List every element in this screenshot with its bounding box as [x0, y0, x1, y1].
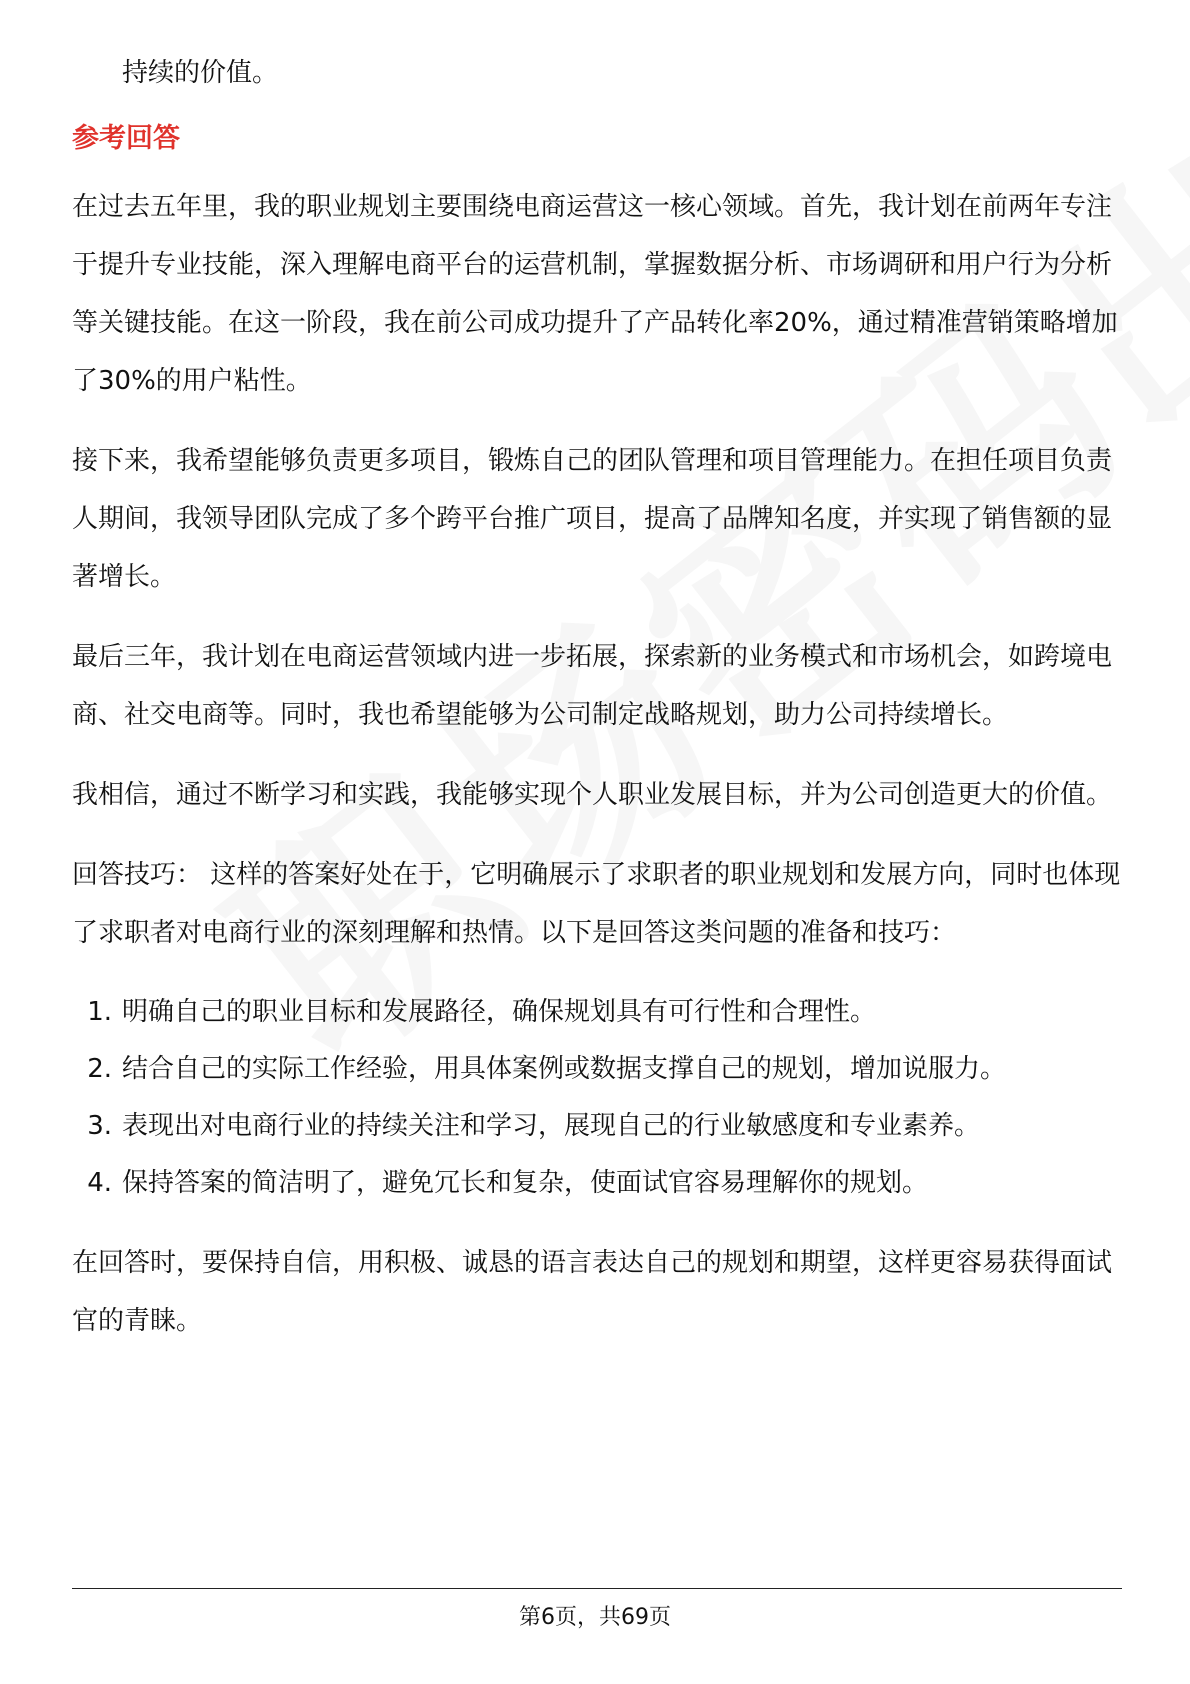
- continued-text: 持续的价值。: [122, 58, 279, 88]
- list-item-number: 2.: [87, 1054, 112, 1084]
- list-item: [72, 984, 1122, 1041]
- answer-paragraph-1: 在过去五年里，我的职业规划主要围绕电商运营这一核心领域。首先，我计划在前两年专注于提升专业技能，深入理解电商平台的运营机制，掌握数据分析、市场调研和用户行为分析等关键技能。在这一阶段，我在前公司成功提升了产品转化率20%，通过精准营销策略增加了30%的用户粘性。: [72, 192, 1118, 396]
- list-item-text: 明确自己的职业目标和发展路径，确保规划具有可行性和合理性。: [122, 997, 877, 1027]
- answer-paragraph-4: 我相信，通过不断学习和实践，我能够实现个人职业发展目标，并为公司创造更大的价值。: [72, 780, 1113, 810]
- list-item: [72, 1155, 1122, 1212]
- page-content: [72, 44, 1122, 1372]
- list-item-number: 3.: [87, 1111, 112, 1141]
- answer-paragraph-2: 接下来，我希望能够负责更多项目，锻炼自己的团队管理和项目管理能力。在担任项目负责人期间，我领导团队完成了多个跨平台推广项目，提高了品牌知名度，并实现了销售额的显著增长。: [72, 446, 1113, 592]
- tips-list: [72, 984, 1122, 1212]
- section-title: 参考回答: [72, 123, 180, 154]
- list-item-text: 结合自己的实际工作经验，用具体案例或数据支撑自己的规划，增加说服力。: [122, 1054, 1007, 1084]
- list-item-number: 1.: [87, 997, 112, 1027]
- list-item: [72, 1098, 1122, 1155]
- footer-divider: [72, 1588, 1122, 1589]
- closing-paragraph: 在回答时，要保持自信，用积极、诚恳的语言表达自己的规划和期望，这样更容易获得面试官的青睐。: [72, 1248, 1113, 1336]
- tips-intro-paragraph: 回答技巧： 这样的答案好处在于，它明确展示了求职者的职业规划和发展方向，同时也体现了求职者对电商行业的深刻理解和热情。以下是回答这类问题的准备和技巧：: [72, 860, 1121, 948]
- list-item-number: 4.: [87, 1168, 112, 1198]
- list-item-text: 表现出对电商行业的持续关注和学习，展现自己的行业敏感度和专业素养。: [122, 1111, 981, 1141]
- answer-paragraph-3: 最后三年，我计划在电商运营领域内进一步拓展，探索新的业务模式和市场机会，如跨境电商、社交电商等。同时，我也希望能够为公司制定战略规划，助力公司持续增长。: [72, 642, 1113, 730]
- list-item: [72, 1041, 1122, 1098]
- list-item-text: 保持答案的简洁明了，避免冗长和复杂，使面试官容易理解你的规划。: [122, 1168, 929, 1198]
- page-number: 第6页，共69页: [519, 1605, 671, 1630]
